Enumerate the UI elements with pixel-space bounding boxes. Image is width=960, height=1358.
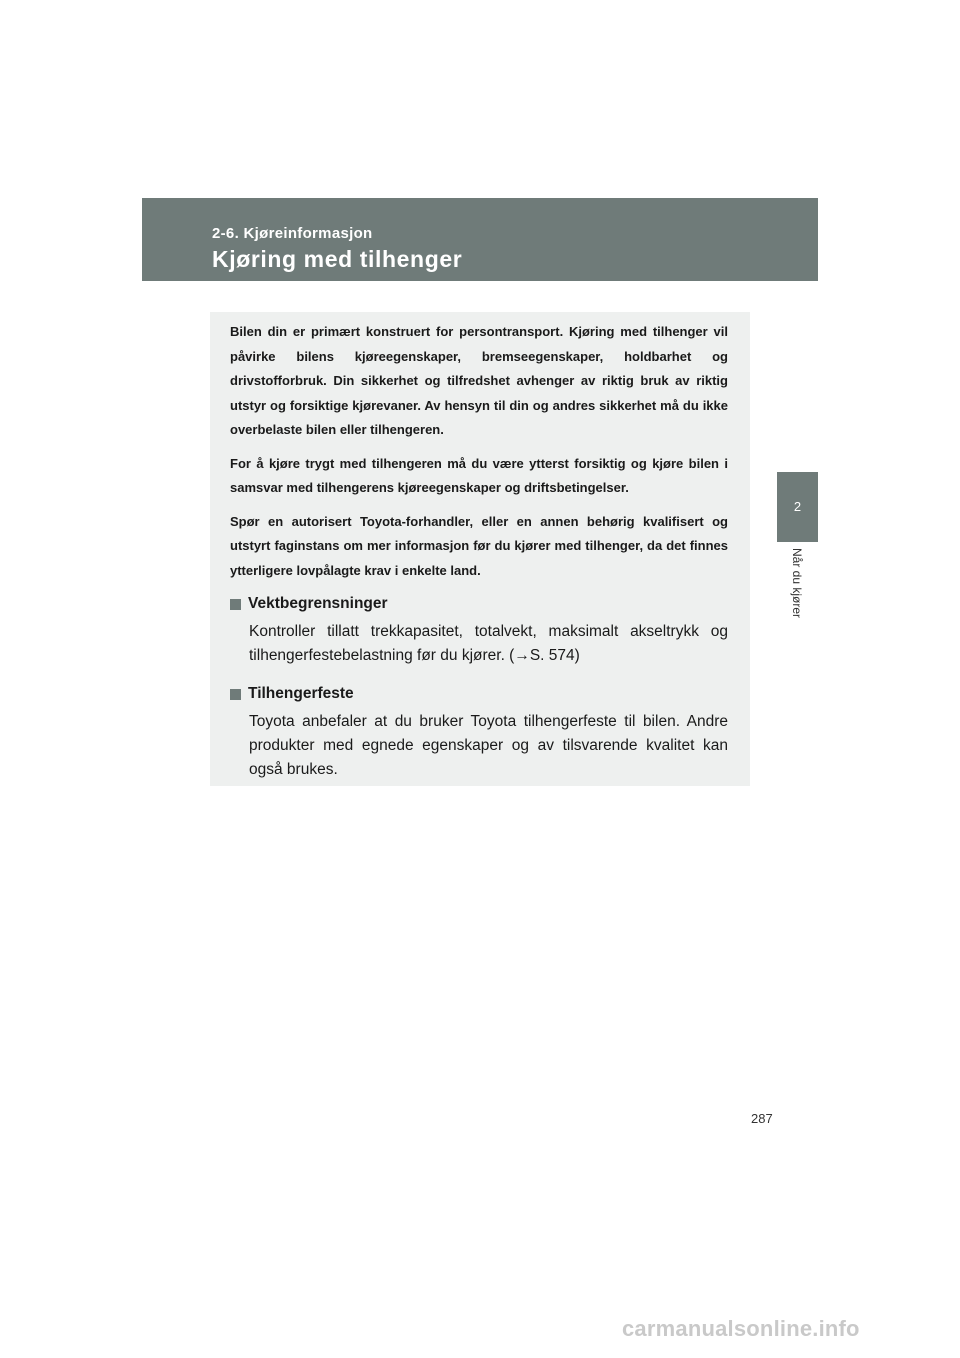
square-bullet-icon: [230, 689, 241, 700]
section-label: 2-6. Kjøreinformasjon: [212, 225, 373, 242]
chapter-tab-label: Når du kjører: [790, 548, 804, 619]
subsection-heading-text: Tilhengerfeste: [248, 685, 354, 702]
subsection-heading: [230, 682, 728, 706]
subsection-weight-limits: [230, 592, 728, 668]
intro-paragraph: Bilen din er primært konstruert for persontransport. Kjøring med tilhenger vil påvirke bilens kjøreegenskaper, bremseegenskaper, holdbarhet og drivstofforbruk. Din sikkerhet og tilfredshet avhenger av riktig bruk av riktig utstyr og forsiktige kjørevaner. Av hensyn til din og andres sikkerhet må du ikke overbelaste bilen eller tilhengeren.: [230, 324, 728, 437]
subsection-heading-text: Vektbegrensninger: [248, 595, 388, 612]
content-box: [210, 312, 750, 786]
square-bullet-icon: [230, 599, 241, 610]
chapter-tab: 2: [777, 472, 818, 542]
intro-paragraph: For å kjøre trygt med tilhengeren må du være ytterst forsiktig og kjøre bilen i samsvar med tilhengerens kjøreegenskaper og driftsbetingelser.: [230, 455, 728, 495]
subsection-body: Kontroller tillatt trekkapasitet, totalvekt, maksimalt akseltrykk og tilhengerfestebelastning før du kjører. (→S. 574): [249, 623, 728, 664]
page-number: 287: [751, 1111, 773, 1126]
chapter-header-band: [142, 198, 818, 281]
watermark: carmanualsonline.info: [622, 1316, 860, 1341]
subsection-heading: [230, 592, 728, 616]
page-title: Kjøring med tilhenger: [212, 246, 463, 272]
subsection-body: Toyota anbefaler at du bruker Toyota tilhengerfeste til bilen. Andre produkter med egnede egenskaper og av tilsvarende kvalitet kan også brukes.: [249, 713, 728, 778]
subsection-tow-hitch: [230, 682, 728, 782]
intro-paragraph: Spør en autorisert Toyota-forhandler, eller en annen behørig kvalifisert og utstyrt faginstans om mer informasjon før du kjører med tilhenger, da det finnes ytterligere lovpålagte krav i enkelte land.: [230, 513, 728, 578]
